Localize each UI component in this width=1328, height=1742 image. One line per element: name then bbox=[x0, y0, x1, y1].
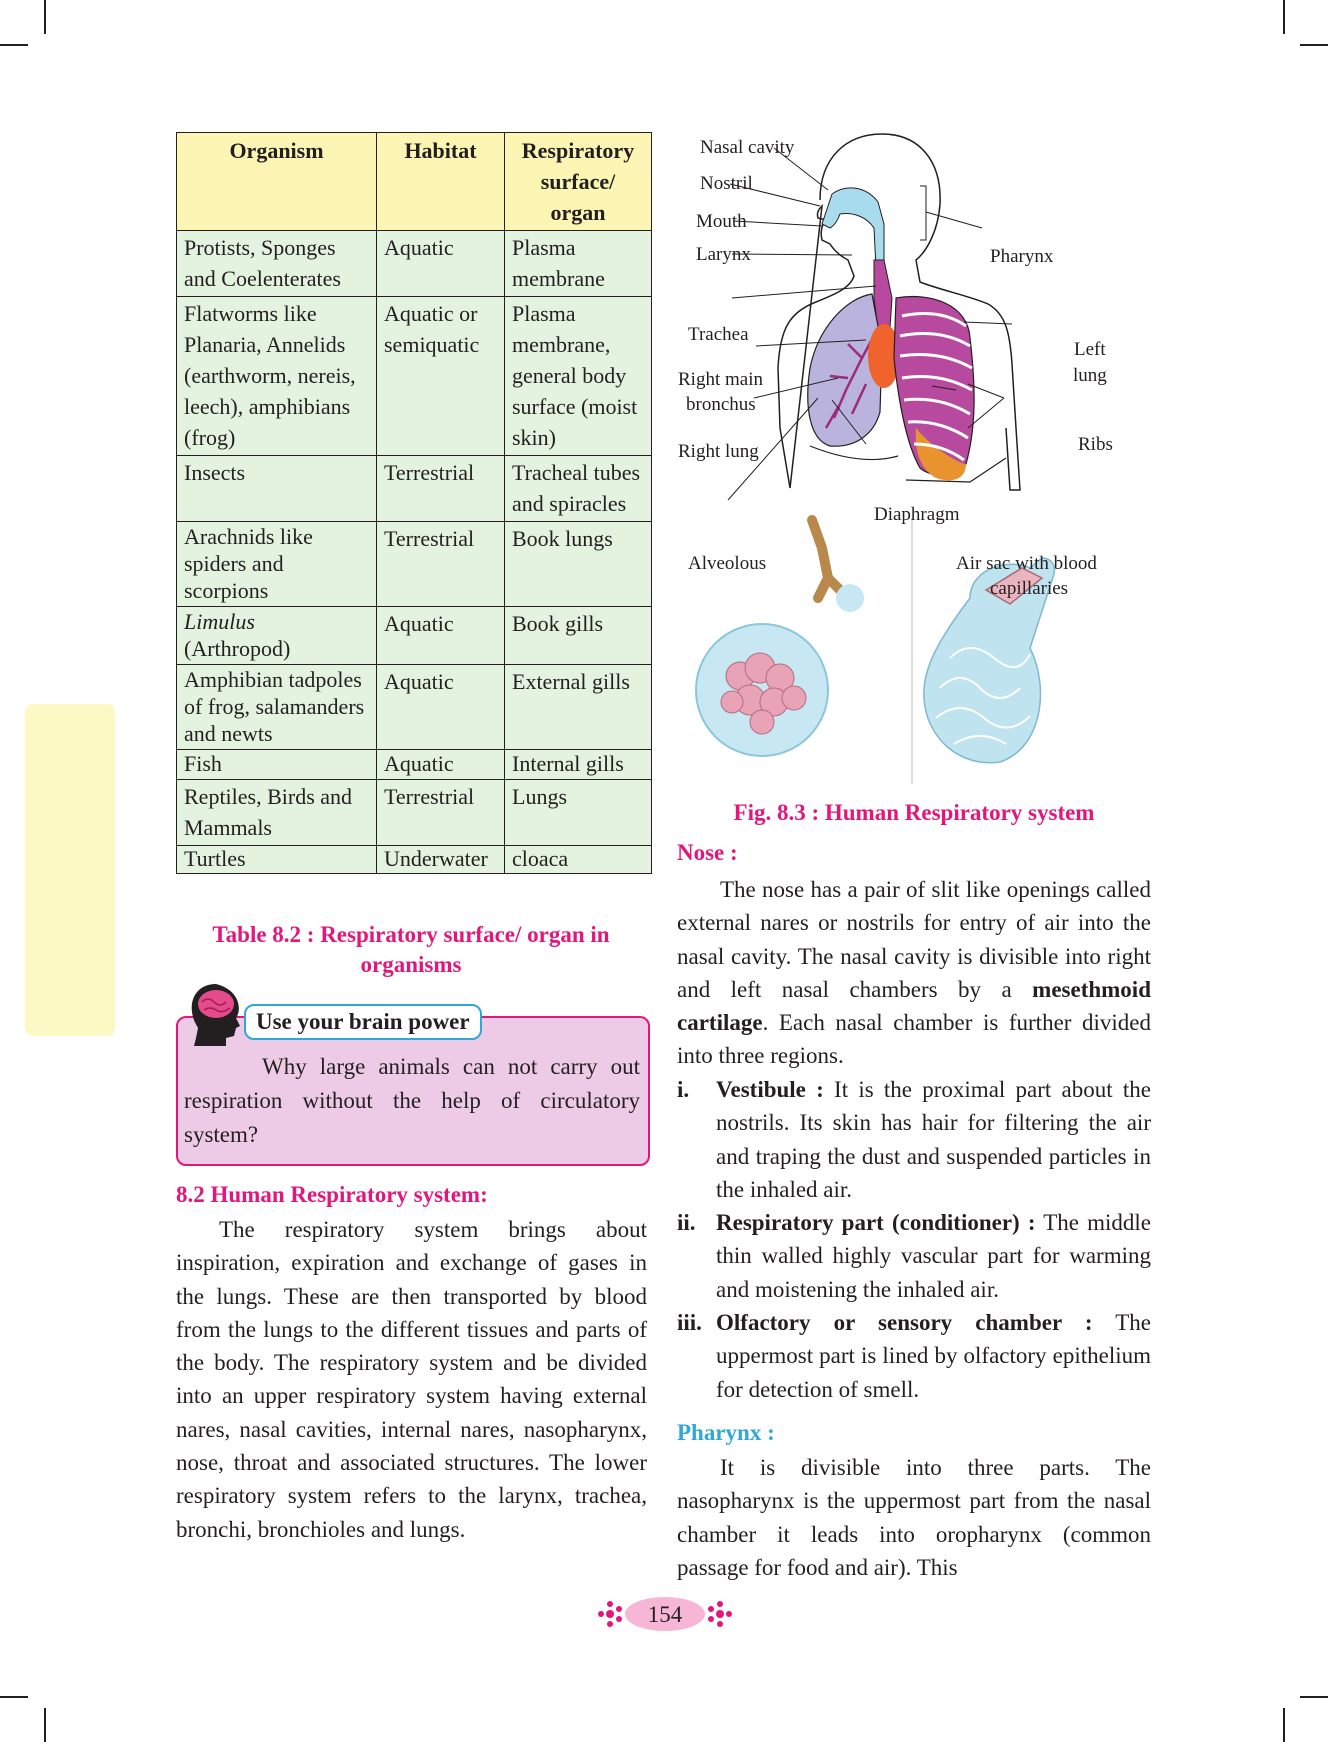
habitat-cell: Terrestrial bbox=[377, 522, 505, 607]
organism-note: (Arthropod) bbox=[184, 636, 291, 661]
table-header-cell: Habitat bbox=[377, 133, 505, 231]
crop-mark bbox=[1283, 1708, 1285, 1742]
organism-cell: Insects bbox=[177, 456, 377, 522]
label-pharynx: Pharynx bbox=[990, 246, 1054, 267]
organ-cell: Tracheal tubes and spiracles bbox=[505, 456, 652, 522]
organism-cell: Reptiles, Birds and Mammals bbox=[177, 780, 377, 846]
organism-cell: Fish bbox=[177, 750, 377, 780]
crop-mark bbox=[1300, 44, 1328, 46]
list-item bbox=[677, 1306, 1151, 1406]
pharynx-heading: Pharynx : bbox=[677, 1420, 775, 1445]
table-row bbox=[177, 522, 652, 607]
habitat-cell: Underwater bbox=[377, 846, 505, 874]
table-row bbox=[177, 231, 652, 297]
label-alveolous: Alveolous bbox=[688, 553, 767, 574]
nose-bold-term: mesethmoid cartilage bbox=[677, 976, 1151, 1036]
organ-cell: Lungs bbox=[505, 780, 652, 846]
label-left: Left bbox=[1074, 339, 1106, 360]
list-item bbox=[677, 1073, 1151, 1206]
list-item-title: Olfactory or sensory chamber : bbox=[716, 1310, 1093, 1336]
habitat-cell: Aquatic bbox=[377, 750, 505, 780]
page-number: 154 bbox=[647, 1602, 683, 1627]
organ-cell: Plasma membrane bbox=[505, 231, 652, 297]
nose-regions-list bbox=[677, 1073, 1151, 1406]
organism-cell: Amphibian tadpoles of frog, salamanders and newts bbox=[177, 665, 377, 750]
list-item-title: Vestibule : bbox=[716, 1077, 824, 1102]
section-paragraph: The respiratory system brings about inspiration, expiration and exchange of gases in the lungs. These are then transported by blood from the lungs to the different tissues and parts of the body. The respiratory system and be divided into an upper respiratory system having external nares, nasal cavities, internal nares, nasopharynx, nose, throat and associated structures. The lower respiratory system refers to the larynx, trachea, bronchi, bronchioles and lungs. bbox=[176, 1217, 647, 1542]
organism-cell bbox=[177, 607, 377, 665]
label-ribs: Ribs bbox=[1078, 434, 1113, 455]
table-row bbox=[177, 780, 652, 846]
organism-cell: Arachnids like spiders and scorpions bbox=[177, 522, 377, 607]
organ-cell: Book lungs bbox=[505, 522, 652, 607]
table-row bbox=[177, 846, 652, 874]
brain-head-icon bbox=[186, 980, 248, 1050]
list-item-number: ii. bbox=[677, 1210, 696, 1236]
table-header-cell: Organism bbox=[177, 133, 377, 231]
habitat-cell: Terrestrial bbox=[377, 780, 505, 846]
list-item bbox=[677, 1206, 1151, 1306]
label-nostril: Nostril bbox=[700, 173, 753, 194]
nose-heading: Nose : bbox=[677, 840, 738, 865]
list-item-text: The uppermost part is lined by olfactory epithelium for detection of smell. bbox=[716, 1310, 1151, 1402]
brain-power-question: Why large animals can not carry out respiration without the help of circulatory system? bbox=[184, 1054, 640, 1147]
label-right-main: Right main bbox=[678, 369, 763, 390]
list-item-text: It is the proximal part about the nostrils. Its skin has hair for filtering the air and traping the dust and suspended particles in the inhaled air. bbox=[716, 1077, 1151, 1202]
label-right-lung: Right lung bbox=[678, 441, 759, 462]
habitat-cell: Aquatic bbox=[377, 231, 505, 297]
label-capillaries: capillaries bbox=[990, 578, 1069, 599]
crop-mark bbox=[0, 1696, 28, 1698]
label-mouth: Mouth bbox=[696, 211, 747, 232]
section-heading: 8.2 Human Respiratory system: bbox=[176, 1182, 488, 1207]
habitat-cell: Aquatic bbox=[377, 607, 505, 665]
list-item-title: Respiratory part (conditioner) : bbox=[716, 1210, 1036, 1236]
crop-mark bbox=[1300, 1696, 1328, 1698]
table-row bbox=[177, 456, 652, 522]
organ-cell: Internal gills bbox=[505, 750, 652, 780]
list-item-number: iii. bbox=[677, 1310, 702, 1336]
organ-cell: cloaca bbox=[505, 846, 652, 874]
brain-power-label: Use your brain power bbox=[244, 1004, 482, 1040]
organism-italic: Limulus bbox=[184, 609, 255, 634]
pharynx-paragraph: It is divisible into three parts. The nasopharynx is the uppermost part from the nasal chamber it leads into oropharynx (common passage for food and air). This bbox=[677, 1455, 1151, 1580]
nose-paragraph bbox=[677, 873, 1151, 1073]
table-header-cell: Respiratory surface/ organ bbox=[505, 133, 652, 231]
organ-cell: Plasma membrane, general body surface (moist skin) bbox=[505, 297, 652, 456]
table-row bbox=[177, 665, 652, 750]
page-number-badge bbox=[596, 1592, 734, 1636]
nose-text: . Each nasal chamber is further divided into three regions. bbox=[677, 1010, 1151, 1069]
crop-mark bbox=[44, 0, 46, 34]
organ-cell: Book gills bbox=[505, 607, 652, 665]
organism-cell: Turtles bbox=[177, 846, 377, 874]
habitat-cell: Terrestrial bbox=[377, 456, 505, 522]
list-item-number: i. bbox=[677, 1077, 690, 1102]
habitat-cell: Aquatic or semiquatic bbox=[377, 297, 505, 456]
label-trachea: Trachea bbox=[688, 324, 749, 345]
figure-caption: Fig. 8.3 : Human Respiratory system bbox=[733, 800, 1095, 825]
habitat-cell: Aquatic bbox=[377, 665, 505, 750]
table-row bbox=[177, 297, 652, 456]
organism-cell: Flatworms like Planaria, Annelids (earthworm, nereis, leech), amphibians (frog) bbox=[177, 297, 377, 456]
label-lung: lung bbox=[1073, 365, 1107, 386]
label-diaphragm: Diaphragm bbox=[874, 504, 960, 525]
organism-cell: Protists, Sponges and Coelenterates bbox=[177, 231, 377, 297]
crop-mark bbox=[1283, 0, 1285, 34]
label-nasal-cavity: Nasal cavity bbox=[700, 137, 795, 158]
table-header-row bbox=[177, 133, 652, 231]
organ-cell: External gills bbox=[505, 665, 652, 750]
list-item-text: The middle thin walled highly vascular part for warming and moistening the inhaled air. bbox=[716, 1210, 1151, 1302]
nose-text: The nose has a pair of slit like openings called external nares or nostrils for entry of air into the nasal cavity. The nasal cavity is divisible into right and left nasal chambers by a bbox=[677, 877, 1151, 1002]
side-tab bbox=[25, 704, 115, 1036]
respiratory-organ-table bbox=[176, 132, 652, 874]
label-air-sac: Air sac with blood bbox=[956, 553, 1097, 574]
table-caption: Table 8.2 : Respiratory surface/ organ in organisms bbox=[212, 922, 610, 977]
table-row bbox=[177, 750, 652, 780]
label-larynx: Larynx bbox=[696, 244, 751, 265]
respiratory-system-diagram bbox=[670, 128, 1160, 788]
crop-mark bbox=[44, 1708, 46, 1742]
label-bronchus: bronchus bbox=[686, 394, 756, 415]
crop-mark bbox=[0, 44, 28, 46]
table-row bbox=[177, 607, 652, 665]
